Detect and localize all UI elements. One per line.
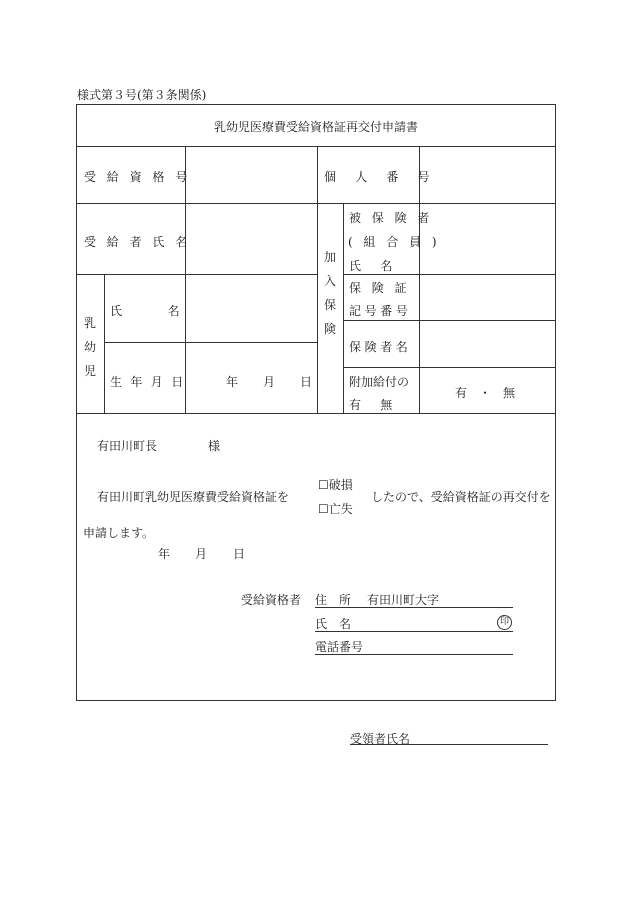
col-divider [419, 146, 420, 413]
addressee-honorific: 様 [208, 439, 221, 453]
supplemental-benefit-value: 有 ・ 無 [455, 386, 516, 400]
address-underline [315, 607, 513, 608]
birthdate-label: 生年月日 [110, 375, 192, 389]
application-date-year: 年 [158, 547, 171, 561]
birthdate-month: 月 [263, 375, 276, 389]
insurer-name-label: 保険者名 [349, 340, 412, 354]
row-divider [77, 413, 555, 414]
birthdate-day: 日 [300, 375, 313, 389]
phone-underline [315, 654, 513, 655]
row-divider [343, 320, 555, 321]
qualification-number-label: 受給資格号 [84, 170, 199, 184]
personal-number-label: 個人番号 [324, 170, 449, 184]
application-date-day: 日 [233, 547, 246, 561]
infant-name-label: 氏名 [110, 304, 226, 318]
row-divider [343, 367, 555, 368]
certificate-number-line1: 保険証 [349, 281, 418, 295]
statement-continuation: 申請します。 [83, 526, 155, 540]
birthdate-year: 年 [226, 375, 239, 389]
col-divider [104, 274, 105, 413]
option-damaged: ☐破損 [318, 478, 353, 492]
form-title: 乳幼児医療費受給資格証再交付申請書 [213, 120, 418, 134]
infant-group-label: 乳幼児 [83, 316, 96, 378]
recipient-name-label: 受給者氏名 [84, 235, 199, 249]
insured-label-line3: 氏名 [349, 259, 412, 273]
receiver-name-underline [350, 744, 548, 745]
statement-end: したので、受給資格証の再交付を [371, 490, 551, 504]
addressee: 有田川町長 [97, 439, 158, 453]
applicant-label: 受給資格者 [241, 593, 302, 607]
application-form [76, 104, 556, 701]
address-label: 住 所 [315, 593, 352, 607]
option-lost: ☐亡失 [318, 502, 353, 516]
row-divider [104, 342, 317, 343]
name-underline [315, 631, 513, 632]
supplemental-benefit-line1: 附加給付の [349, 375, 410, 389]
certificate-number-line2: 記号番号 [349, 304, 412, 318]
row-divider [343, 274, 555, 275]
supplemental-benefit-line2: 有無 [349, 398, 412, 412]
insurance-group-label: 加入保険 [323, 250, 336, 336]
application-date-month: 月 [195, 547, 208, 561]
statement-start: 有田川町乳幼児医療費受給資格証を [97, 490, 290, 504]
insured-label-line2: (組合員) [348, 235, 448, 249]
name-label: 氏 名 [315, 617, 352, 631]
receiver-name-label: 受領者氏名 [350, 732, 411, 746]
col-divider [343, 203, 344, 413]
col-divider [317, 146, 318, 413]
row-divider [77, 203, 555, 204]
row-divider [77, 274, 317, 275]
seal-mark: 印 [497, 615, 512, 630]
phone-label: 電話番号 [315, 640, 364, 654]
row-divider [77, 146, 555, 147]
form-reference: 様式第３号(第３条関係) [77, 88, 207, 102]
insured-label-line1: 被保険者 [349, 211, 441, 225]
address-value: 有田川町大字 [367, 593, 440, 607]
